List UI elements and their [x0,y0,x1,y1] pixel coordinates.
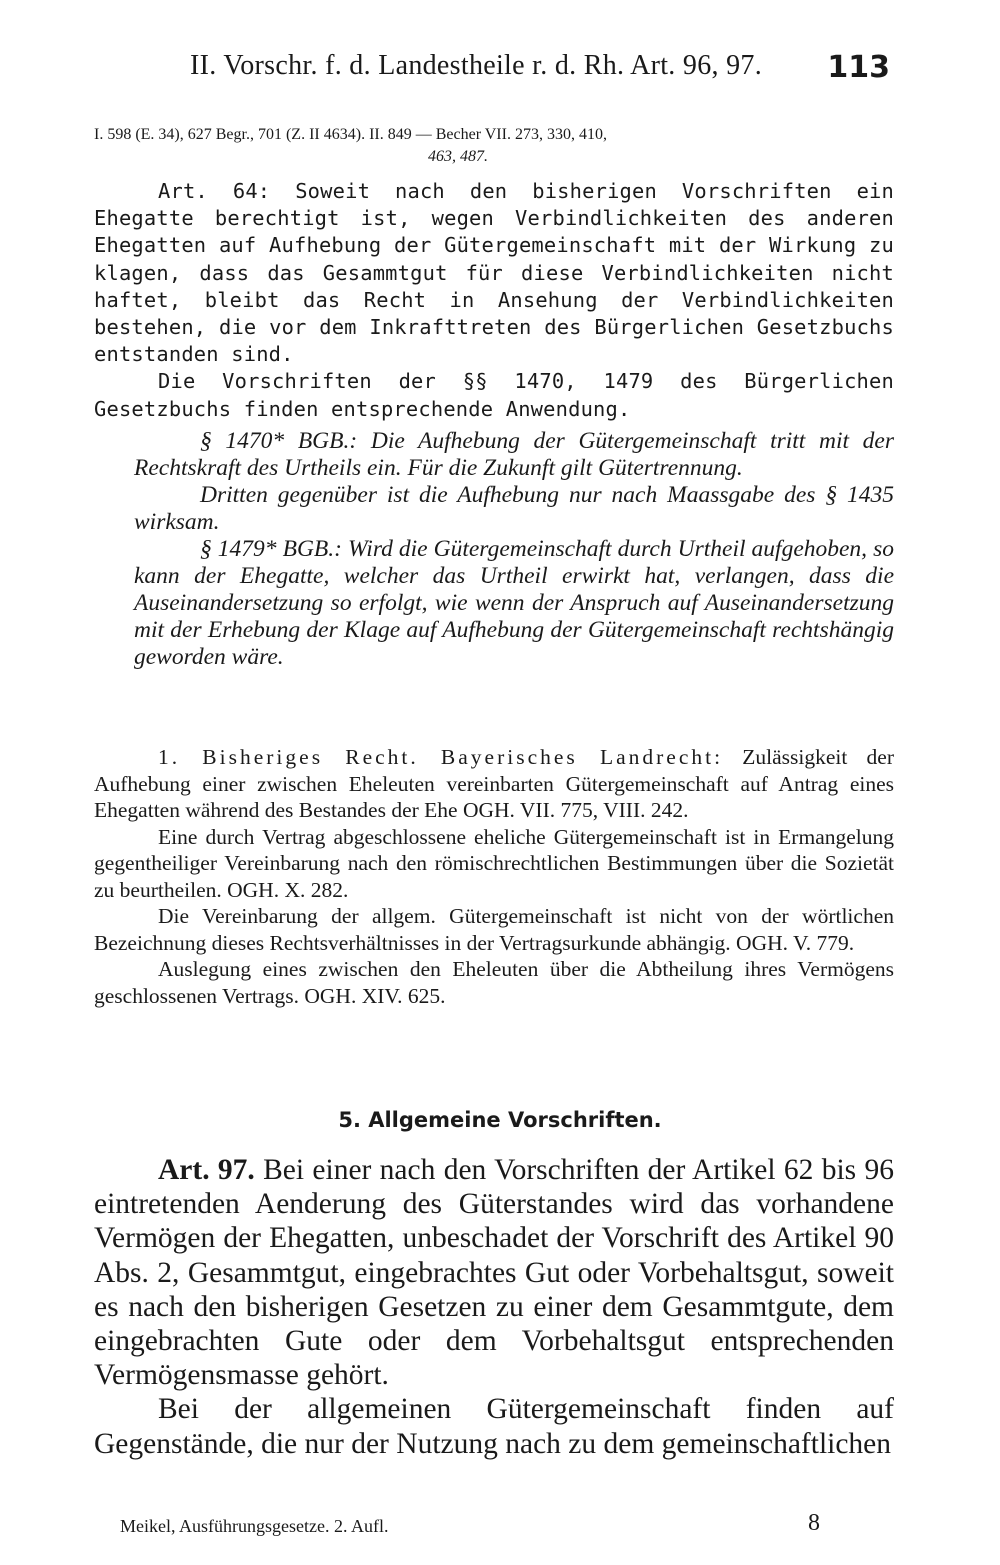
footer-imprint: Meikel, Ausführungsgesetze. 2. Aufl. [120,1516,389,1536]
bgb-quotations [94,428,894,671]
page-number: 113 [827,50,890,85]
article-97-label: Art. 97. [158,1154,255,1186]
article-97-paragraph-1 [94,1153,894,1392]
signature-mark: 8 [808,1510,820,1536]
prior-law-paragraph-3: Die Vereinbarung der allgem. Gütergemeinschaft ist nicht von der wörtlichen Bezeichnung dieses Rechtsverhältnisses in der Vertragsurkunde abhängig. OGH. V. 779. [94,904,894,955]
section-heading: 5. Allgemeine Vorschriften. [338,1108,662,1132]
prior-law-paragraph-1-text: Zulässigkeit der Aufhebung einer zwischen Eheleuten vereinbarten Gütergemeinschaft auf Antrag eines Ehegatten während des Bestandes der Ehe OGH. VII. 775, VIII. 242. [94,745,894,822]
reference-line-2: 463, 487. [428,148,488,165]
page-footer [120,1510,820,1546]
article-97-paragraph-2: Bei der allgemeinen Gütergemeinschaft finden auf Gegenstände, die nur der Nutzung nach zu dem gemeinschaftlichen [94,1393,894,1460]
reference-notes [94,124,894,168]
running-head [190,50,890,90]
article-64-paragraph-2: Die Vorschriften der §§ 1470, 1479 des Bürgerlichen Gesetzbuchs finden entsprechende Anwendung. [94,369,894,421]
bgb-1479-paragraph: § 1479* BGB.: Wird die Gütergemeinschaft durch Urtheil aufgehoben, so kann der Ehegatte, welcher das Urtheil erwirkt hat, verlangen, dass die Auseinandersetzung so erfolgt, wie wenn der Anspruch auf Auseinandersetzung mit der Erhebung der Klage auf Aufhebung der Gütergemeinschaft rechtshängig geworden wäre. [134,536,894,670]
article-64-paragraph-1: Art. 64: Soweit nach den bisherigen Vorschriften ein Ehegatte berechtigt ist, wegen Verbindlichkeiten des anderen Ehegatten auf Aufhebung der Gütergemeinschaft mit der Wirkung zu klagen, dass das Gesammtgut für diese Verbindlichkeiten nicht haftet, bleibt das Recht in Ansehung der Verbindlichkeiten bestehen, die vor dem Inkrafttreten des Bürgerlichen Gesetzbuchs entstanden sind. [94,179,894,367]
bgb-1470-paragraph-2: Dritten gegenüber ist die Aufhebung nur nach Maassgabe des § 1435 wirksam. [134,482,894,535]
article-97-text [94,1153,894,1461]
running-head-title: II. Vorschr. f. d. Landestheile r. d. Rh. Art. 96, 97. [190,50,762,81]
article-97-paragraph-1-text: Bei einer nach den Vorschriften der Artikel 62 bis 96 eintretenden Aenderung des Güterstandes wird das vorhandene Vermögen der Ehegatten, unbeschadet der Vorschrift des Artikel 90 Abs. 2, Gesammtgut, eingebrachtes Gut oder Vorbehaltsgut, soweit es nach den bisherigen Gesetzen zu einer dem Gesammtgute, dem eingebrachten Gute oder dem Vorbehaltsgut entsprechenden Vermögensmasse gehört. [94,1154,894,1392]
prior-law-paragraph-2: Eine durch Vertrag abgeschlossene eheliche Gütergemeinschaft ist in Ermangelung gegentheiliger Vereinbarung nach den römischrechtlichen Bestimmungen über die Sozietät zu beurtheilen. OGH. X. 282. [94,824,894,902]
prior-law-commentary [94,744,894,1009]
prior-law-paragraph-1 [94,744,894,824]
bgb-1470-paragraph-1: § 1470* BGB.: Die Aufhebung der Gütergemeinschaft tritt mit der Rechtskraft des Urtheils ein. Für die Zukunft gilt Gütertrennung. [134,428,894,481]
prior-law-paragraph-4: Auslegung eines zwischen den Eheleuten über die Abtheilung ihres Vermögens geschlossenen Vertrags. OGH. XIV. 625. [94,957,894,1008]
prior-law-lead: 1. Bisheriges Recht. Bayerisches Landrecht: [158,745,724,769]
reference-line-1: I. 598 (E. 34), 627 Begr., 701 (Z. II 4634). II. 849 — Becher VII. 273, 330, 410, [94,126,607,143]
article-64-text [94,178,894,423]
